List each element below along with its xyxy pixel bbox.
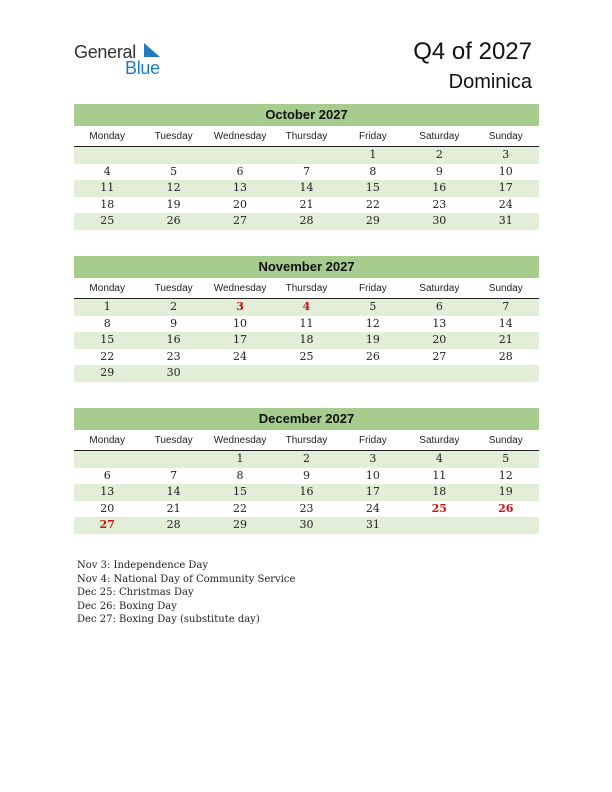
day-cell: 29 <box>365 214 380 227</box>
weekday-label: Wednesday <box>213 435 267 446</box>
day-cell: 18 <box>299 333 314 346</box>
weekday-label: Tuesday <box>154 131 193 142</box>
day-cell: 29 <box>233 518 248 531</box>
day-cell: 26 <box>365 349 380 363</box>
day-cell: 30 <box>432 214 447 227</box>
day-cell: 24 <box>498 197 513 211</box>
day-cell: 15 <box>233 485 248 498</box>
day-cell: 1 <box>236 452 244 465</box>
day-cell: 11 <box>432 468 447 482</box>
week-row <box>74 501 539 518</box>
weekday-label: Saturday <box>419 131 460 142</box>
day-cell: 8 <box>236 468 244 482</box>
day-cell: 16 <box>432 181 447 194</box>
month-calendar <box>74 408 539 534</box>
day-cell: 29 <box>100 366 115 379</box>
day-cell <box>273 147 339 164</box>
week-row <box>74 365 539 382</box>
holiday-note: Nov 3: Independence Day <box>77 560 209 571</box>
weekday-label: Saturday <box>419 435 460 446</box>
month-title: December 2027 <box>74 408 539 430</box>
week-row <box>74 484 539 501</box>
day-cell <box>473 517 539 534</box>
week-row <box>74 213 539 230</box>
month-title: November 2027 <box>74 256 539 278</box>
month-calendar <box>74 104 539 230</box>
day-cell: 17 <box>498 181 513 194</box>
day-cell: 28 <box>498 349 513 363</box>
day-cell: 2 <box>170 300 178 313</box>
day-cell: 7 <box>302 164 310 178</box>
day-cell <box>340 365 406 382</box>
day-cell: 23 <box>432 197 447 211</box>
month-title: October 2027 <box>74 104 539 126</box>
day-cell: 12 <box>166 181 181 194</box>
day-cell: 24 <box>365 501 380 515</box>
day-cell: 3 <box>369 452 377 465</box>
day-cell: 15 <box>365 181 380 194</box>
day-cell: 18 <box>432 485 447 498</box>
day-cell: 6 <box>435 300 443 313</box>
day-cell: 9 <box>302 468 310 482</box>
page-title: Q4 of 2027 <box>413 38 532 65</box>
weekday-header-row <box>74 432 539 451</box>
day-cell: 13 <box>432 316 447 330</box>
holiday-note: Dec 25: Christmas Day <box>77 587 194 598</box>
day-cell <box>74 147 140 164</box>
day-cell: 1 <box>369 148 377 161</box>
day-cell: 14 <box>498 316 513 330</box>
holiday-note: Dec 27: Boxing Day (substitute day) <box>77 614 260 625</box>
day-cell: 7 <box>170 468 178 482</box>
weekday-label: Thursday <box>285 283 328 294</box>
week-row <box>74 299 539 316</box>
weekday-label: Wednesday <box>213 131 267 142</box>
day-cell: 24 <box>233 349 248 363</box>
day-cell: 20 <box>100 501 115 515</box>
day-cell: 9 <box>435 164 443 178</box>
day-cell: 21 <box>498 333 513 346</box>
day-cell: 21 <box>166 501 181 515</box>
week-row <box>74 332 539 349</box>
week-row <box>74 451 539 468</box>
logo <box>74 42 174 78</box>
day-cell: 27 <box>432 349 447 363</box>
week-row <box>74 197 539 214</box>
weekday-label: Friday <box>359 131 387 142</box>
holiday-day-cell: 27 <box>99 518 115 531</box>
weekday-label: Monday <box>89 435 125 446</box>
day-cell: 11 <box>299 316 314 330</box>
day-cell: 5 <box>502 452 510 465</box>
day-cell: 31 <box>365 518 380 531</box>
day-cell: 9 <box>170 316 178 330</box>
day-cell: 22 <box>233 501 248 515</box>
day-cell: 27 <box>233 214 248 227</box>
day-cell: 19 <box>498 485 513 498</box>
day-cell: 30 <box>299 518 314 531</box>
weekday-label: Monday <box>89 283 125 294</box>
day-cell <box>473 365 539 382</box>
day-cell <box>140 147 206 164</box>
day-cell: 28 <box>299 214 314 227</box>
weekday-label: Friday <box>359 435 387 446</box>
logo-general-text: General <box>74 42 136 62</box>
day-cell: 21 <box>299 197 314 211</box>
day-cell: 3 <box>502 148 510 161</box>
weekday-label: Monday <box>89 131 125 142</box>
day-cell: 23 <box>299 501 314 515</box>
day-cell: 19 <box>166 197 181 211</box>
week-row <box>74 164 539 181</box>
week-row <box>74 468 539 485</box>
day-cell: 10 <box>498 164 513 178</box>
day-cell: 2 <box>302 452 310 465</box>
weekday-label: Thursday <box>285 435 328 446</box>
holiday-day-cell: 3 <box>236 300 244 313</box>
day-cell: 8 <box>103 316 111 330</box>
logo-blue-text: Blue <box>125 58 160 78</box>
day-cell <box>406 517 472 534</box>
month-calendar <box>74 256 539 382</box>
weekday-label: Tuesday <box>154 283 193 294</box>
weekday-label: Friday <box>359 283 387 294</box>
country-name: Dominica <box>448 71 532 93</box>
day-cell: 25 <box>299 349 314 363</box>
day-cell: 5 <box>170 164 178 178</box>
holiday-note: Dec 26: Boxing Day <box>77 600 177 612</box>
day-cell: 20 <box>432 333 447 346</box>
weekday-label: Saturday <box>419 283 460 294</box>
day-cell <box>406 365 472 382</box>
day-cell: 30 <box>166 366 181 379</box>
day-cell: 6 <box>236 164 244 178</box>
day-cell: 18 <box>100 197 115 211</box>
day-cell: 13 <box>100 485 115 498</box>
week-row <box>74 180 539 197</box>
day-cell: 20 <box>233 197 248 211</box>
day-cell: 7 <box>502 300 510 313</box>
week-row <box>74 147 539 164</box>
day-cell <box>207 365 273 382</box>
day-cell: 8 <box>369 164 377 178</box>
day-cell: 17 <box>365 485 380 498</box>
day-cell: 10 <box>365 468 380 482</box>
holiday-day-cell: 26 <box>498 501 514 515</box>
day-cell <box>74 451 140 468</box>
day-cell: 26 <box>166 214 181 227</box>
day-cell: 19 <box>365 333 380 346</box>
weekday-label: Wednesday <box>213 283 267 294</box>
day-cell: 6 <box>103 468 111 482</box>
weekday-label: Sunday <box>488 435 523 446</box>
day-cell: 10 <box>233 316 248 330</box>
weekday-header-row <box>74 128 539 147</box>
day-cell: 15 <box>100 333 115 346</box>
day-cell: 14 <box>166 485 181 498</box>
day-cell: 5 <box>369 300 377 313</box>
day-cell: 17 <box>233 333 248 346</box>
day-cell: 11 <box>100 181 115 194</box>
day-cell <box>207 147 273 164</box>
day-cell: 31 <box>498 214 513 227</box>
day-cell: 22 <box>100 349 115 363</box>
week-row <box>74 517 539 534</box>
weekday-label: Sunday <box>488 131 523 142</box>
day-cell <box>140 451 206 468</box>
weekday-label: Tuesday <box>154 435 193 446</box>
week-row <box>74 316 539 333</box>
weekday-header-row <box>74 280 539 299</box>
weekday-label: Thursday <box>285 131 328 142</box>
weekday-label: Sunday <box>488 283 523 294</box>
day-cell: 16 <box>299 485 314 498</box>
day-cell: 1 <box>103 300 111 313</box>
day-cell: 16 <box>166 333 181 346</box>
logo-triangle-icon <box>142 43 162 59</box>
holiday-note: Nov 4: National Day of Community Service <box>77 573 296 585</box>
week-row <box>74 349 539 366</box>
holiday-day-cell: 4 <box>302 300 311 313</box>
day-cell: 14 <box>299 181 314 194</box>
day-cell: 25 <box>100 214 115 227</box>
day-cell: 22 <box>365 197 380 211</box>
day-cell <box>273 365 339 382</box>
day-cell: 23 <box>166 349 181 363</box>
holiday-day-cell: 25 <box>431 501 447 515</box>
day-cell: 4 <box>435 452 443 465</box>
day-cell: 13 <box>233 181 248 194</box>
day-cell: 28 <box>166 518 181 531</box>
day-cell: 12 <box>498 468 513 482</box>
holiday-notes <box>77 559 295 627</box>
day-cell: 2 <box>435 148 443 161</box>
day-cell: 12 <box>365 316 380 330</box>
day-cell: 4 <box>103 164 111 178</box>
